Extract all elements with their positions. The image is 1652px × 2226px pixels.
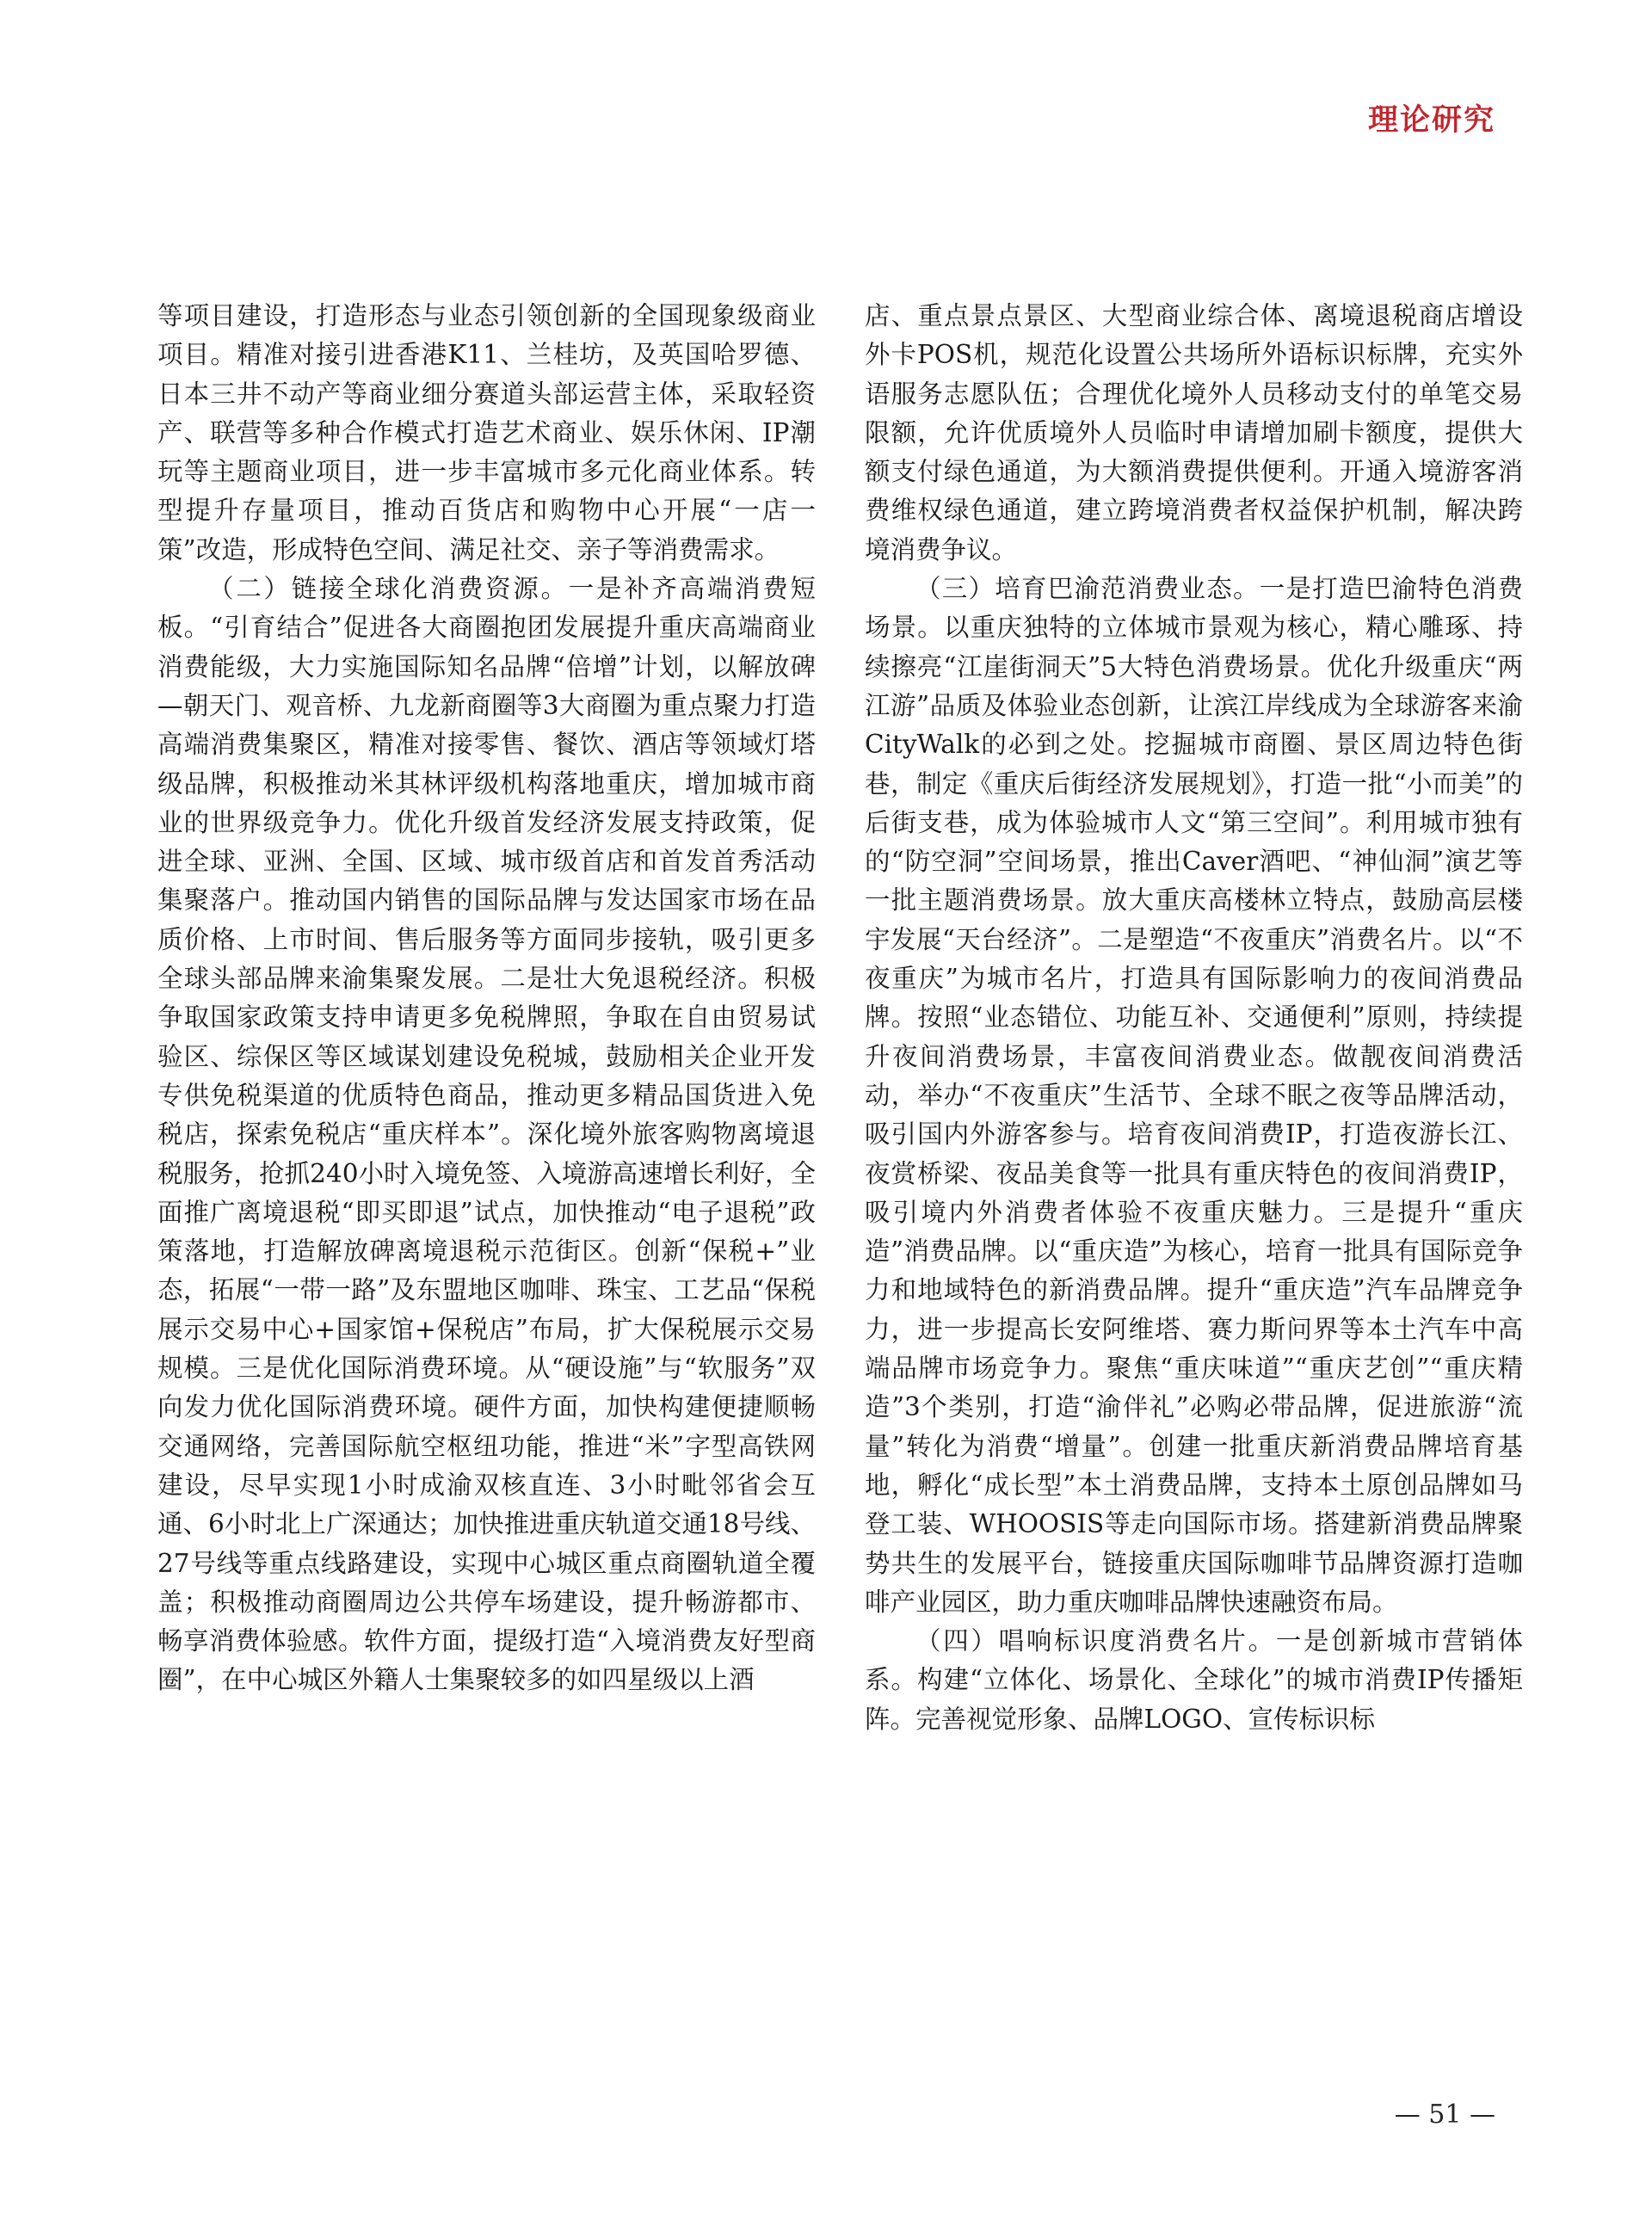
paragraph: （二）链接全球化消费资源。一是补齐高端消费短板。“引育结合”促进各大商圈抱团发展提升重庆高端商业消费能级，大力实施国际知名品牌“倍增”计划，以解放碑—朝天门、观音桥、九龙新商圈等3大商圈为重点聚力打造高端消费集聚区，精准对接零售、餐饮、酒店等领域灯塔级品牌，积极推动米其林评级机构落地重庆，增加城市商业的世界级竞争力。优化升级首发经济发展支持政策，促进全球、亚洲、全国、区域、城市级首店和首发首秀活动集聚落户。推动国内销售的国际品牌与发达国家市场在品质价格、上市时间、售后服务等方面同步接轨，吸引更多全球头部品牌来渝集聚发展。二是壮大免退税经济。积极争取国家政策支持申请更多免税牌照，争取在自由贸易试验区、综保区等区域谋划建设免税城，鼓励相关企业开发专供免税渠道的优质特色商品，推动更多精品国货进入免税店，探索免税店“重庆样本”。深化境外旅客购物离境退税服务，抢抓240小时入境免签、入境游高速增长利好，全面推广离境退税“即买即退”试点，加快推动“电子退税”政策落地，打造解放碑离境退税示范街区。创新“保税+”业态，拓展“一带一路”及东盟地区咖啡、珠宝、工艺品“保税展示交易中心+国家馆+保税店”布局，扩大保税展示交易规模。三是优化国际消费环境。从“硬设施”与“软服务”双向发力优化国际消费环境。硬件方面，加快构建便捷顺畅交通网络，完善国际航空枢纽功能，推进“米”字型高铁网建设，尽早实现1小时成渝双核直连、3小时毗邻省会互通、6小时北上广深通达；加快推进重庆轨道交通18号线、27号线等重点线路建设，实现中心城区重点商圈轨道全覆盖；积极推动商圈周边公共停车场建设，提升畅游都市、畅享消费体验感。软件方面，提级打造“入境消费友好型商圈”，在中心城区外籍人士集聚较多的如四星级以上酒 bbox=[157, 574, 816, 1695]
paragraph: 等项目建设，打造形态与业态引领创新的全国现象级商业项目。精准对接引进香港K11、兰桂坊，及英国哈罗德、日本三井不动产等商业细分赛道头部运营主体，采取轻资产、联营等多种合作模式打造艺术商业、娱乐休闲、IP潮玩等主题商业项目，进一步丰富城市多元化商业体系。转型提升存量项目，推动百货店和购物中心开展“一店一策”改造，形成特色空间、满足社交、亲子等消费需求。 bbox=[157, 301, 816, 564]
paragraph: （三）培育巴渝范消费业态。一是打造巴渝特色消费场景。以重庆独特的立体城市景观为核心，精心雕琢、持续擦亮“江崖街洞天”5大特色消费场景。优化升级重庆“两江游”品质及体验业态创新，让滨江岸线成为全球游客来渝CityWalk的必到之处。挖掘城市商圈、景区周边特色街巷，制定《重庆后街经济发展规划》，打造一批“小而美”的后街支巷，成为体验城市人文“第三空间”。利用城市独有的“防空洞”空间场景，推出Caver酒吧、“神仙洞”演艺等一批主题消费场景。放大重庆高楼林立特点，鼓励高层楼宇发展“天台经济”。二是塑造“不夜重庆”消费名片。以“不夜重庆”为城市名片，打造具有国际影响力的夜间消费品牌。按照“业态错位、功能互补、交通便利”原则，持续提升夜间消费场景，丰富夜间消费业态。做靓夜间消费活动，举办“不夜重庆”生活节、全球不眠之夜等品牌活动，吸引国内外游客参与。培育夜间消费IP，打造夜游长江、夜赏桥梁、夜品美食等一批具有重庆特色的夜间消费IP，吸引境内外消费者体验不夜重庆魅力。三是提升“重庆造”消费品牌。以“重庆造”为核心，培育一批具有国际竞争力和地域特色的新消费品牌。提升“重庆造”汽车品牌竞争力，进一步提高长安阿维塔、赛力斯问界等本土汽车中高端品牌市场竞争力。聚焦“重庆味道”“重庆艺创”“重庆精造”3个类别，打造“渝伴礼”必购必带品牌，促进旅游“流量”转化为消费“增量”。创建一批重庆新消费品牌培育基地，孵化“成长型”本土消费品牌，支持本土原创品牌如马登工装、WHOOSIS等走向国际市场。搭建新消费品牌聚势共生的发展平台，链接重庆国际咖啡节品牌资源打造咖啡产业园区，助力重庆咖啡品牌快速融资布局。 bbox=[865, 574, 1523, 1617]
page-number: — 51 — bbox=[1394, 2100, 1495, 2130]
paragraph: 店、重点景点景区、大型商业综合体、离境退税商店增设外卡POS机，规范化设置公共场所外语标识标牌，充实外语服务志愿队伍；合理优化境外人员移动支付的单笔交易限额，允许优质境外人员临时申请增加刷卡额度，提供大额支付绿色通道，为大额消费提供便利。开通入境游客消费维权绿色通道，建立跨境消费者权益保护机制，解决跨境消费争议。 bbox=[865, 301, 1523, 564]
paragraph: （四）唱响标识度消费名片。一是创新城市营销体系。构建“立体化、场景化、全球化”的城市消费IP传播矩阵。完善视觉形象、品牌LOGO、宣传标识标 bbox=[865, 1626, 1523, 1734]
left-column bbox=[157, 297, 816, 1700]
section-label: 理论研究 bbox=[1367, 103, 1495, 138]
right-column bbox=[865, 297, 1523, 1739]
